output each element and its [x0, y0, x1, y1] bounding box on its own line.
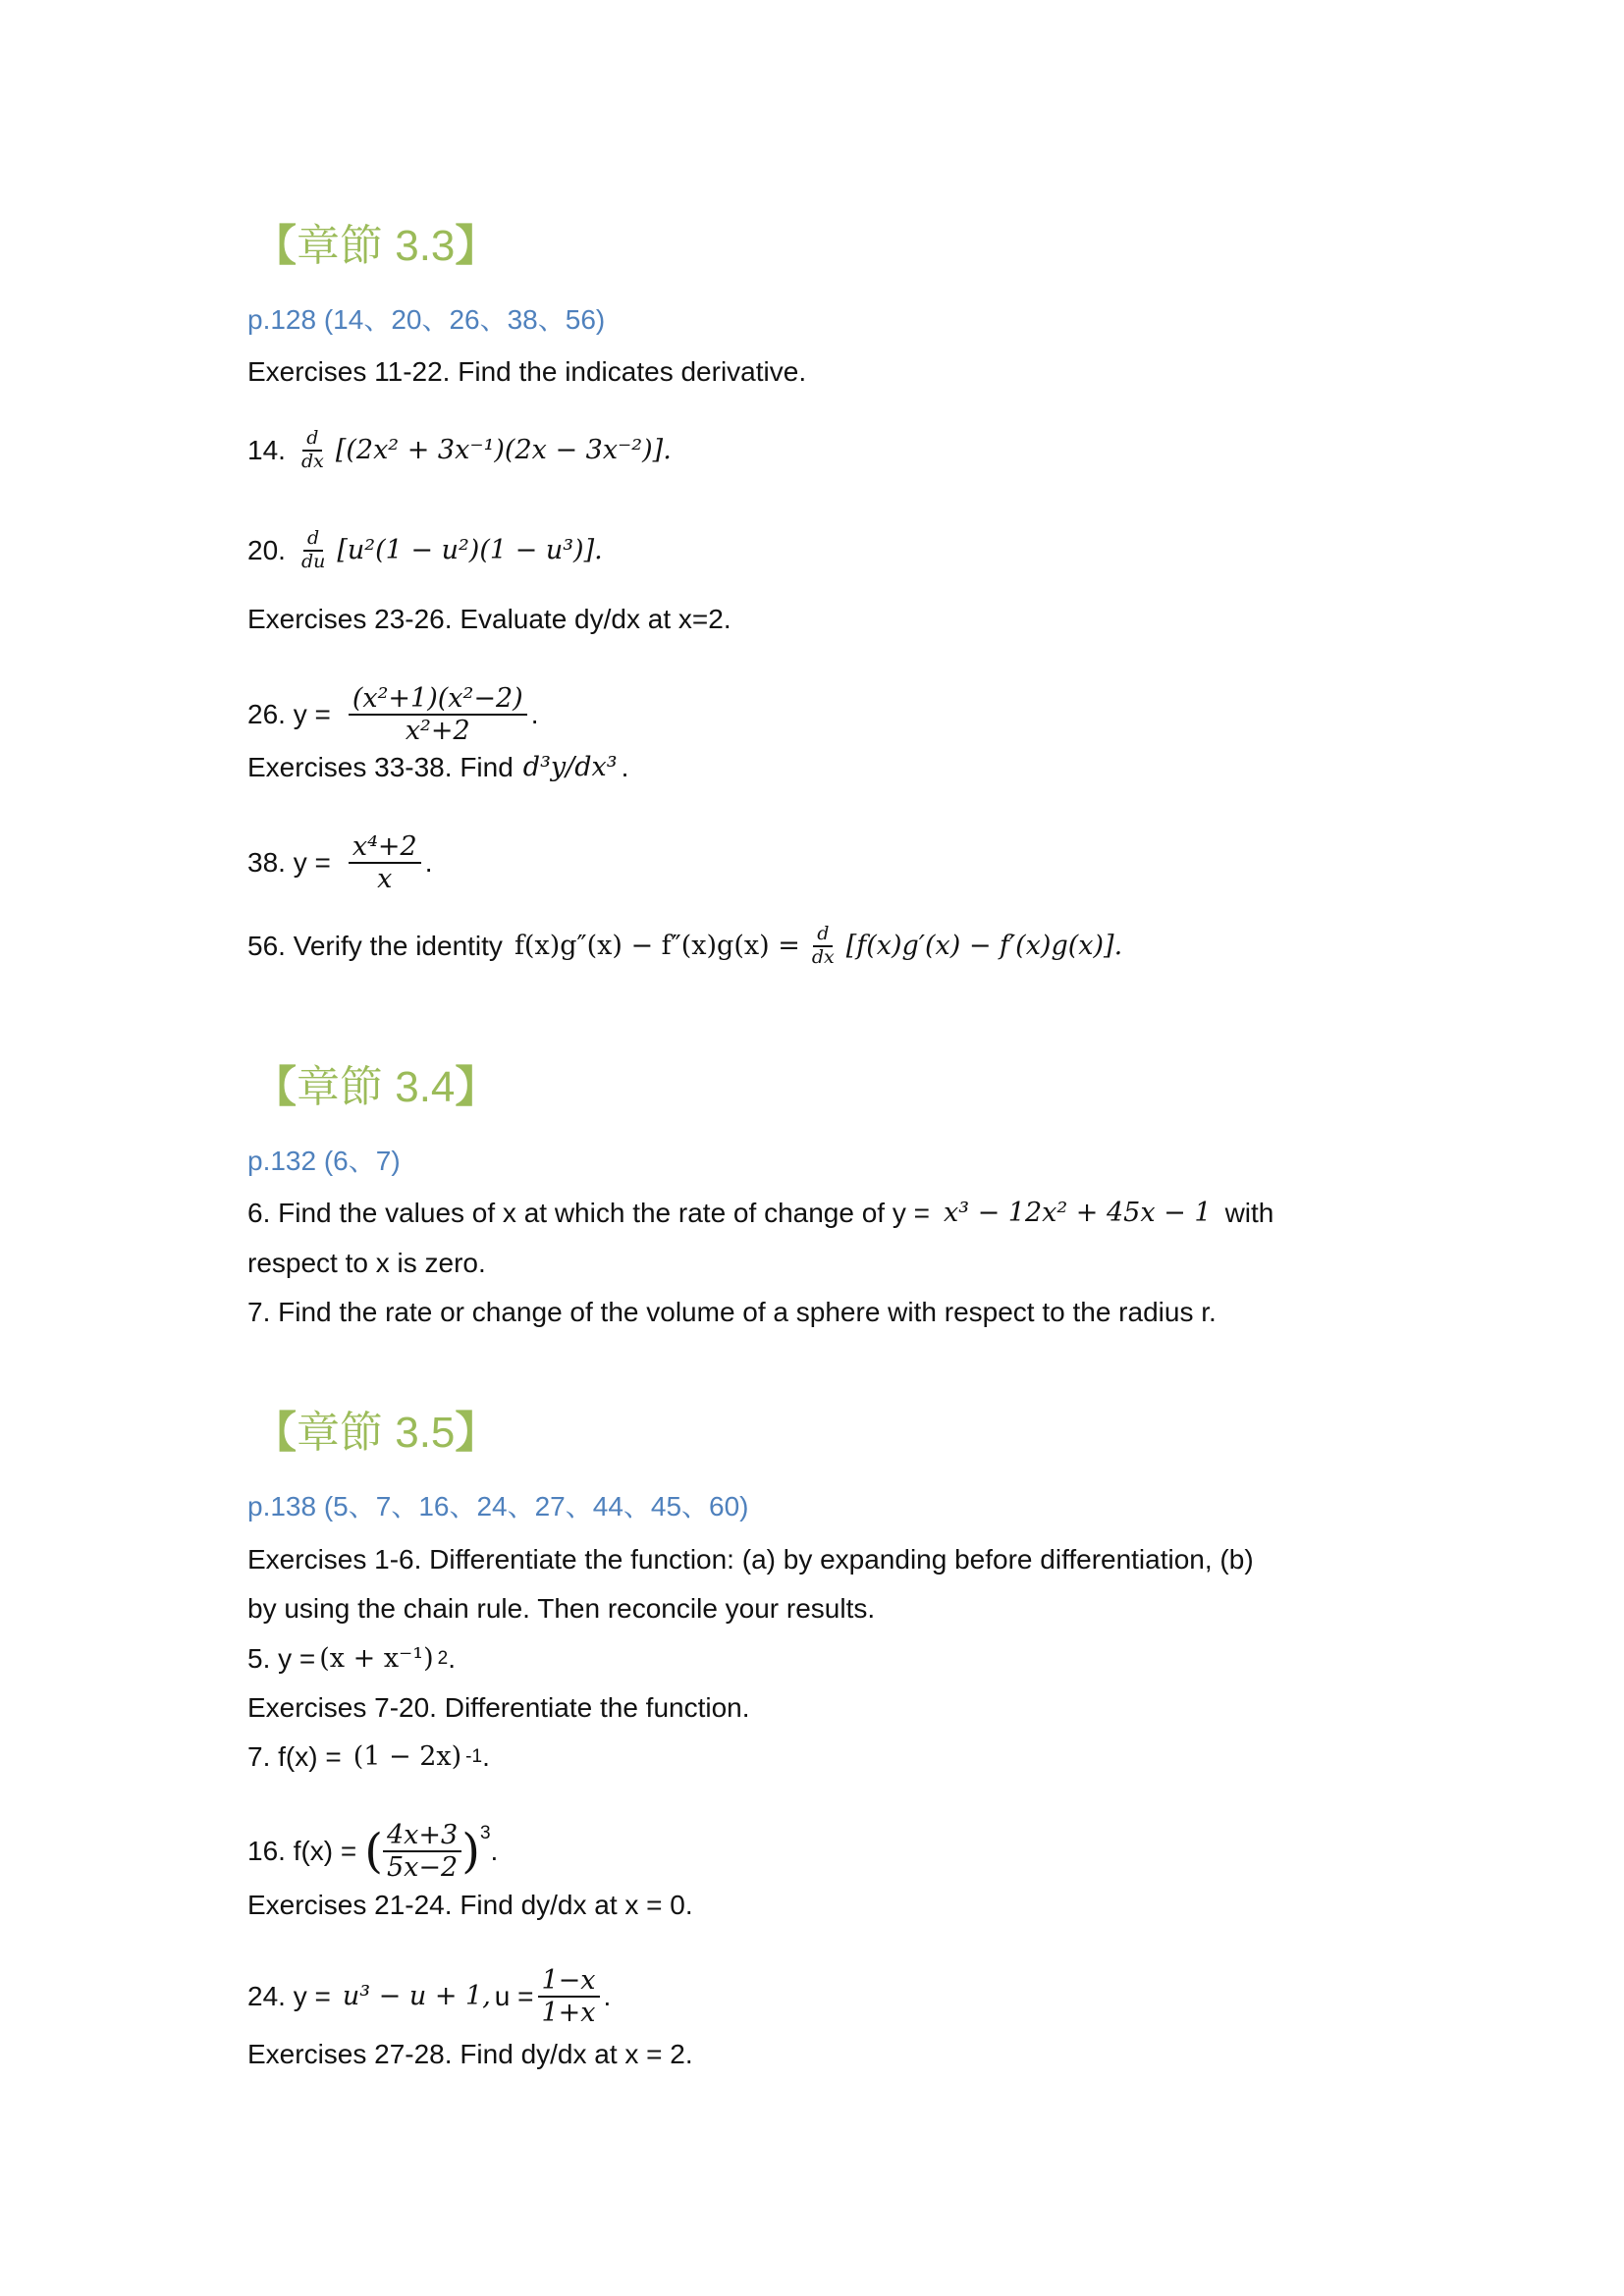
problem-38	[247, 831, 432, 894]
denominator: 1+x	[541, 1998, 596, 2029]
problem-label: 16. f(x) =	[247, 1836, 357, 1867]
section-heading-3-5	[253, 1406, 498, 1461]
exercise-instruction: Exercises 21-24. Find dy/dx at x = 0.	[247, 1890, 693, 1920]
section-heading-3-3	[253, 219, 498, 274]
exercise-instruction: Exercises 1-6. Differentiate the function: (a) by expanding before differentiation, (b)	[247, 1544, 1254, 1575]
bracket-open: 【	[253, 222, 297, 270]
period: .	[603, 1981, 612, 2012]
exercise-instruction: Exercises 23-26. Evaluate dy/dx at x=2.	[247, 604, 731, 634]
problem-label: 7. f(x) =	[247, 1741, 342, 1772]
fraction	[383, 1820, 461, 1883]
math-expression: [(2x² + 3x⁻¹)(2x − 3x⁻²)].	[335, 434, 672, 465]
problem-20	[247, 528, 607, 573]
page-reference: p.138 (5、7、16、24、27、44、45、60)	[247, 1491, 749, 1522]
period: .	[448, 1643, 457, 1674]
math-expression: [f(x)g′(x) − f′(x)g(x)].	[845, 930, 1123, 961]
problem-56	[247, 924, 1126, 969]
problem-24	[247, 1965, 611, 2028]
problem-14	[247, 428, 676, 473]
fraction	[538, 1965, 600, 2028]
fraction	[349, 683, 527, 746]
denominator: x²+2	[405, 716, 470, 747]
instruction-text: Exercises 33-38. Find	[247, 752, 514, 782]
denominator: 5x−2	[387, 1852, 459, 1884]
problem-label: 5. y =	[247, 1643, 316, 1674]
problem-label: 26. y =	[247, 699, 331, 730]
exercise-instruction-continued: by using the chain rule. Then reconcile your results.	[247, 1593, 876, 1624]
denominator: dx	[300, 450, 324, 472]
math-expression: x³ − 12x² + 45x − 1	[943, 1198, 1212, 1228]
numerator: 1−x	[538, 1965, 600, 1998]
derivative-operator	[808, 924, 839, 969]
exercise-instruction: Exercises 11-22. Find the indicates derivative.	[247, 356, 807, 387]
period: .	[482, 1741, 490, 1772]
exponent: 2	[437, 1648, 449, 1669]
denominator: x	[377, 864, 393, 895]
problem-text: 6. Find the values of x at which the rate of change of y =	[247, 1198, 930, 1228]
exponent: -1	[465, 1746, 483, 1767]
numerator: x⁴+2	[349, 831, 421, 864]
denominator: du	[300, 550, 326, 572]
problem-label: 20.	[247, 534, 286, 565]
page-reference: p.132 (6、7)	[247, 1146, 401, 1176]
problem-7	[247, 1739, 490, 1775]
period: .	[621, 752, 629, 782]
bracket-open: 【	[253, 1063, 297, 1111]
bracket-open: 【	[253, 1409, 297, 1457]
problem-6-continued: respect to x is zero.	[247, 1248, 486, 1278]
fraction	[349, 831, 421, 894]
problem-26	[247, 683, 538, 746]
denominator: dx	[811, 945, 835, 968]
exponent: 3	[479, 1823, 491, 1843]
problem-text: u =	[494, 1981, 534, 2012]
section-title: 章節 3.5	[297, 1409, 456, 1457]
numerator: d	[302, 428, 322, 452]
section-title: 章節 3.4	[297, 1063, 456, 1111]
exercise-instruction: Exercises 7-20. Differentiate the function.	[247, 1692, 750, 1723]
math-expression: f(x)g″(x) − f″(x)g(x) =	[514, 930, 800, 961]
section-heading-3-4	[253, 1060, 498, 1115]
problem-6	[247, 1196, 1273, 1231]
numerator: d	[813, 924, 833, 947]
math-expression: [u²(1 − u²)(1 − u³)].	[337, 534, 603, 565]
exercise-instruction	[247, 750, 628, 785]
math-expression: (1 − 2x)	[352, 1741, 462, 1772]
bracket-close: 】	[455, 222, 499, 270]
bracket-close: 】	[455, 1409, 499, 1457]
page-reference: p.128 (14、20、26、38、56)	[247, 304, 606, 335]
period: .	[424, 847, 433, 879]
problem-text: with	[1224, 1198, 1274, 1228]
section-title: 章節 3.3	[297, 222, 456, 270]
numerator: d	[303, 528, 323, 552]
math-expression: d³y/dx³	[522, 752, 618, 782]
derivative-operator	[298, 528, 329, 573]
problem-label: 14.	[247, 434, 286, 465]
math-expression: (x + x⁻¹)	[319, 1643, 434, 1674]
problem-label: 24. y =	[247, 1981, 331, 2012]
numerator: (x²+1)(x²−2)	[349, 683, 527, 716]
period: .	[530, 699, 539, 730]
period: .	[490, 1836, 499, 1867]
derivative-operator	[298, 428, 328, 473]
bracket-close: 】	[455, 1063, 499, 1111]
problem-16: 16. f(x) = ( $\frac{4x+3}{5x-2}$ ) $^3$ .	[247, 1820, 498, 1883]
problem-label: 56. Verify the identity	[247, 930, 503, 961]
numerator: 4x+3	[383, 1820, 461, 1852]
problem-label: 38. y =	[247, 847, 331, 879]
math-expression: u³ − u + 1,	[342, 1981, 491, 2012]
problem-7: 7. Find the rate or change of the volume of a sphere with respect to the radius r.	[247, 1297, 1217, 1327]
exercise-instruction: Exercises 27-28. Find dy/dx at x = 2.	[247, 2039, 693, 2069]
problem-5	[247, 1641, 456, 1677]
